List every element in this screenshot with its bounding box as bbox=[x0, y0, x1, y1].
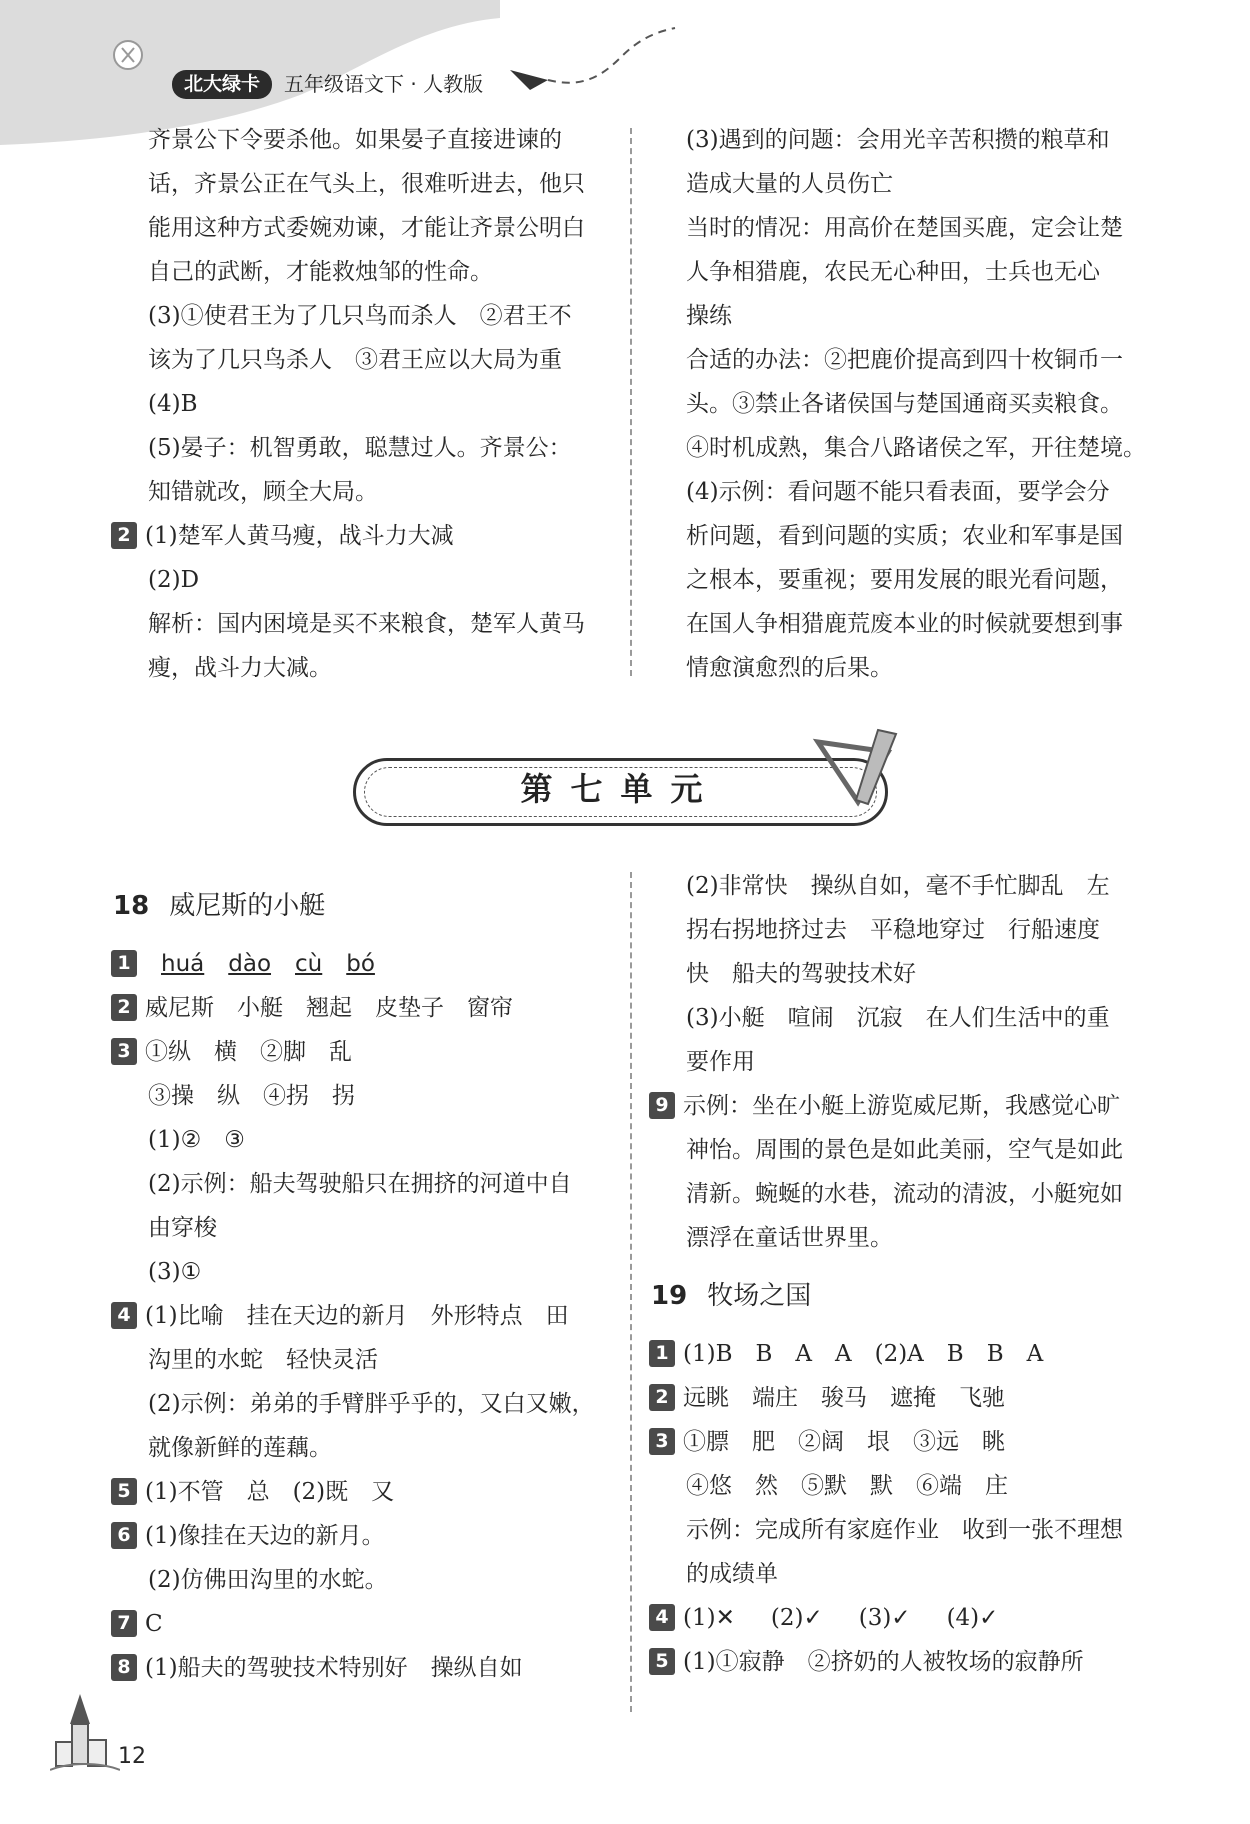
text-line: 就像新鲜的莲藕。 bbox=[148, 1435, 332, 1461]
pinyin: huá bbox=[161, 951, 205, 977]
text-line: 示例：坐在小艇上游览威尼斯，我感觉心旷 bbox=[683, 1093, 1120, 1119]
text-line: 情愈演愈烈的后果。 bbox=[686, 655, 893, 681]
judgement-mark: (1)✕ bbox=[683, 1605, 735, 1631]
l18-question-5 bbox=[111, 1470, 595, 1514]
l18-question-4 bbox=[111, 1294, 595, 1338]
text-line: 合适的办法：②把鹿价提高到四十枚铜币一 bbox=[686, 347, 1123, 373]
text-line: (3)小艇 喧闹 沉寂 在人们生活中的重 bbox=[686, 1005, 1110, 1031]
text-line: (1)比喻 挂在天边的新月 外形特点 田 bbox=[145, 1303, 569, 1329]
pinyin: bó bbox=[346, 951, 375, 977]
judgement-mark: (2)✓ bbox=[770, 1605, 823, 1631]
text-line: 之根本，要重视；要用发展的眼光看问题， bbox=[686, 567, 1123, 593]
text-line: 神怡。周围的景色是如此美丽，空气是如此 bbox=[686, 1137, 1123, 1163]
question-number: 4 bbox=[111, 1302, 137, 1329]
text-line: 示例：完成所有家庭作业 收到一张不理想 bbox=[686, 1517, 1123, 1543]
text-line: 造成大量的人员伤亡 bbox=[686, 171, 893, 197]
question-number: 4 bbox=[649, 1604, 675, 1631]
column-divider bbox=[630, 128, 632, 676]
text-line: 威尼斯 小艇 翘起 皮垫子 窗帘 bbox=[145, 995, 513, 1021]
lesson-19-heading bbox=[649, 1274, 1123, 1318]
text-line: 由穿梭 bbox=[148, 1215, 217, 1241]
text-line: 知错就改，顾全大局。 bbox=[148, 479, 378, 505]
l18-question-2 bbox=[111, 986, 595, 1030]
text-line: (1)不管 总 (2)既 又 bbox=[145, 1479, 395, 1505]
lesson-18-heading bbox=[111, 884, 595, 928]
text-line: ④时机成熟，集合八路诸侯之军，开往楚境。 bbox=[686, 435, 1146, 461]
unit-title: 第七单元 bbox=[520, 770, 721, 808]
text-line: ①纵 横 ②脚 乱 bbox=[145, 1039, 352, 1065]
bottom-left-column bbox=[111, 884, 595, 1690]
question-number: 2 bbox=[649, 1384, 675, 1411]
pinyin: cù bbox=[295, 951, 323, 977]
l18-question-3 bbox=[111, 1030, 595, 1074]
text-line: ③操 纵 ④拐 拐 bbox=[148, 1083, 355, 1109]
column-divider bbox=[630, 872, 632, 1712]
question-number: 5 bbox=[111, 1478, 137, 1505]
header-subtitle: 五年级语文下 · 人教版 bbox=[284, 72, 484, 96]
pencil-ruler-icon bbox=[808, 722, 908, 812]
text-line: (1)B B A A (2)A B B A bbox=[683, 1341, 1044, 1367]
text-line: 远眺 端庄 骏马 遮掩 飞驰 bbox=[683, 1385, 1005, 1411]
l18-question-1 bbox=[111, 942, 595, 986]
question-number: 6 bbox=[111, 1522, 137, 1549]
text-line: 能用这种方式委婉劝谏，才能让齐景公明白 bbox=[148, 215, 585, 241]
text-line: C bbox=[145, 1611, 163, 1637]
text-line: 话，齐景公正在气头上，很难听进去，他只 bbox=[148, 171, 585, 197]
question-2 bbox=[111, 514, 585, 690]
text-line: (1)船夫的驾驶技术特别好 操纵自如 bbox=[145, 1655, 523, 1681]
text-line: 当时的情况：用高价在楚国买鹿，定会让楚 bbox=[686, 215, 1123, 241]
question-number: 9 bbox=[649, 1092, 675, 1119]
l19-question-3 bbox=[649, 1420, 1123, 1464]
question-number: 3 bbox=[649, 1428, 675, 1455]
castle-icon bbox=[50, 1690, 120, 1780]
l18-question-9 bbox=[649, 1084, 1123, 1128]
text-line: 该为了几只鸟杀人 ③君王应以大局为重 bbox=[148, 347, 562, 373]
page-number: 12 bbox=[118, 1744, 146, 1769]
text-line: 人争相猎鹿，农民无心种田，士兵也无心 bbox=[686, 259, 1100, 285]
pinyin: dào bbox=[228, 951, 272, 977]
question-number: 1 bbox=[649, 1340, 675, 1367]
text-line: 头。③禁止各诸侯国与楚国通商买卖粮食。 bbox=[686, 391, 1123, 417]
question-number: 1 bbox=[111, 950, 137, 977]
bottom-right-column bbox=[649, 864, 1123, 1684]
text-line: 解析：国内困境是买不来粮食，楚军人黄马 bbox=[148, 611, 585, 637]
l19-question-2 bbox=[649, 1376, 1123, 1420]
l18-question-6 bbox=[111, 1514, 595, 1558]
text-line: 清新。蜿蜒的水巷，流动的清波，小艇宛如 bbox=[686, 1181, 1123, 1207]
question-number: 8 bbox=[111, 1654, 137, 1681]
text-line: (2)示例：弟弟的手臂胖乎乎的，又白又嫩， bbox=[148, 1391, 595, 1417]
text-line: (2)示例：船夫驾驶船只在拥挤的河道中自 bbox=[148, 1171, 572, 1197]
text-line: 在国人争相猎鹿荒废本业的时候就要想到事 bbox=[686, 611, 1123, 637]
question-number: 7 bbox=[111, 1610, 137, 1637]
l19-question-4 bbox=[649, 1596, 1123, 1640]
text-line: (4)示例：看问题不能只看表面，要学会分 bbox=[686, 479, 1110, 505]
text-line: (1)像挂在天边的新月。 bbox=[145, 1523, 385, 1549]
text-line: ④悠 然 ⑤默 默 ⑥端 庄 bbox=[686, 1473, 1008, 1499]
l19-question-1 bbox=[649, 1332, 1123, 1376]
paper-plane-icon bbox=[480, 18, 680, 98]
question-number: 2 bbox=[111, 994, 137, 1021]
text-line: 瘦，战斗力大减。 bbox=[148, 655, 332, 681]
text-line: 的成绩单 bbox=[686, 1561, 778, 1587]
top-right-column bbox=[686, 118, 1146, 690]
question-number: 5 bbox=[649, 1648, 675, 1675]
text-line: (2)仿佛田沟里的水蛇。 bbox=[148, 1567, 388, 1593]
lesson-number: 18 bbox=[113, 891, 150, 921]
text-line: (3)①使君王为了几只鸟而杀人 ②君王不 bbox=[148, 303, 572, 329]
judgement-mark: (3)✓ bbox=[858, 1605, 911, 1631]
l18-question-7 bbox=[111, 1602, 595, 1646]
top-left-column bbox=[148, 118, 585, 514]
text-line: (1)② ③ bbox=[148, 1127, 245, 1153]
text-line: 析问题，看到问题的实质；农业和军事是国 bbox=[686, 523, 1123, 549]
text-line: 拐右拐地挤过去 平稳地穿过 行船速度 bbox=[686, 917, 1100, 943]
text-line: 操练 bbox=[686, 303, 732, 329]
question-number: 2 bbox=[111, 522, 137, 549]
text-line: (2)非常快 操纵自如，毫不手忙脚乱 左 bbox=[686, 873, 1110, 899]
lesson-title: 牧场之国 bbox=[707, 1281, 812, 1311]
text-line: 齐景公下令要杀他。如果晏子直接进谏的 bbox=[148, 127, 562, 153]
l19-question-5 bbox=[649, 1640, 1123, 1684]
question-number: 3 bbox=[111, 1038, 137, 1065]
text-line: (2)D bbox=[148, 567, 200, 593]
text-line: (5)晏子：机智勇敢，聪慧过人。齐景公： bbox=[148, 435, 572, 461]
lesson-number: 19 bbox=[651, 1281, 688, 1311]
text-line: (4)B bbox=[148, 391, 198, 417]
text-line: ①膘 肥 ②阔 垠 ③远 眺 bbox=[683, 1429, 1005, 1455]
header-brand: 北大绿卡 bbox=[172, 70, 272, 99]
text-line: (1)①寂静 ②挤奶的人被牧场的寂静所 bbox=[683, 1649, 1084, 1675]
text-line: (1)楚军人黄马瘦，战斗力大减 bbox=[145, 523, 454, 549]
text-line: (3)① bbox=[148, 1259, 202, 1285]
text-line: 自己的武断，才能救烛邹的性命。 bbox=[148, 259, 493, 285]
text-line: (3)遇到的问题：会用光辛苦积攒的粮草和 bbox=[686, 127, 1110, 153]
text-line: 快 船夫的驾驶技术好 bbox=[686, 961, 916, 987]
text-line: 要作用 bbox=[686, 1049, 755, 1075]
text-line: 漂浮在童话世界里。 bbox=[686, 1225, 893, 1251]
text-line: 沟里的水蛇 轻快灵活 bbox=[148, 1347, 378, 1373]
judgement-mark: (4)✓ bbox=[946, 1605, 999, 1631]
l18-question-8 bbox=[111, 1646, 595, 1690]
lesson-title: 威尼斯的小艇 bbox=[169, 891, 326, 921]
